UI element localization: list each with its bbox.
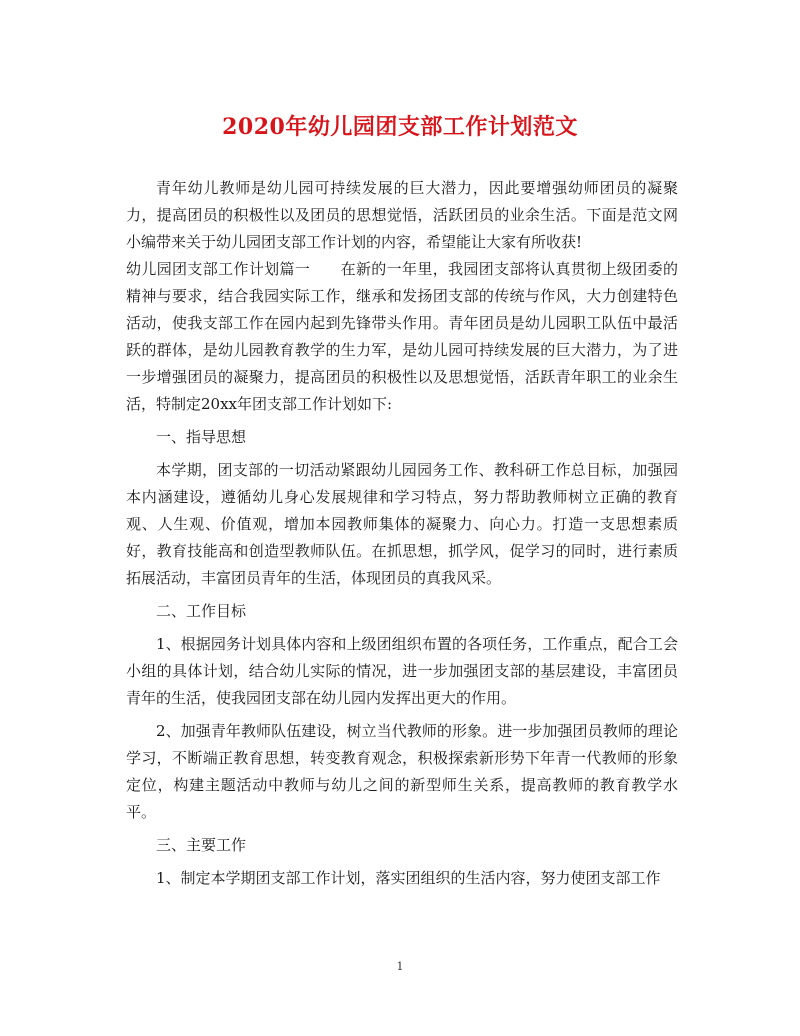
section1-paragraph: 本学期，团支部的一切活动紧跟幼儿园园务工作、教科研工作总目标，加强园本内涵建设，遵循幼儿身心发展规律和学习特点，努力帮助教师树立正确的教育观、人生观、价值观，增加本园教师集体的凝聚力、向心力。打造一支思想素质好，教育技能高和创造型教师队伍。在抓思想，抓学风，促学习的同时，进行素质拓展活动，丰富团员青年的生活，体现团员的真我风采。 (126, 461, 678, 587)
section1-heading: 一、指导思想 (156, 428, 247, 446)
section3-item1: 1、制定本学期团支部工作计划，落实团组织的生活内容，努力使团支部工作 (156, 869, 661, 887)
section3-heading: 三、主要工作 (156, 836, 247, 854)
article-text: 在新的一年里，我园团支部将认真贯彻上级团委的精神与要求，结合我园实际工作，继承和发扬团支部的传统与作风，大力创建特色活动，使我支部工作在园内起到先锋带头作用。青年团员是幼儿园职工队伍中最活跃的群体，是幼儿园教育教学的生力军，是幼儿园可持续发展的巨大潜力，为了进一步增强团员的凝聚力，提高团员的积极性以及思想觉悟，活跃青年职工的业余生活，特制定20xx年团支部工作计划如下: (126, 260, 678, 413)
intro-paragraph: 青年幼儿教师是幼儿园可持续发展的巨大潜力，因此要增强幼师团员的凝聚力，提高团员的积极性以及团员的思想觉悟，活跃团员的业余生活。下面是范文网小编带来关于幼儿园团支部工作计划的内容，希望能让大家有所收获! (126, 179, 678, 251)
page-number: 1 (396, 960, 404, 973)
document-title: 2020年幼儿园团支部工作计划范文 (222, 114, 578, 140)
article-label: 幼儿园团支部工作计划篇一 (126, 260, 311, 278)
section2-heading: 二、工作目标 (156, 602, 247, 620)
section2-item2: 2、加强青年教师队伍建设，树立当代教师的形象。进一步加强团员教师的理论学习，不断端正教育思想，转变教育观念，积极探索新形势下年青一代教师的形象定位，构建主题活动中教师与幼儿之间的新型师生关系，提高教师的教育教学水平。 (126, 722, 678, 821)
article-paragraph (126, 256, 678, 418)
section2-item1: 1、根据园务计划具体内容和上级团组织布置的各项任务，工作重点，配合工会小组的具体计划，结合幼儿实际的情况，进一步加强团支部的基层建设，丰富团员青年的生活，使我园团支部在幼儿园内发挥出更大的作用。 (126, 635, 678, 707)
document-body (126, 175, 678, 892)
